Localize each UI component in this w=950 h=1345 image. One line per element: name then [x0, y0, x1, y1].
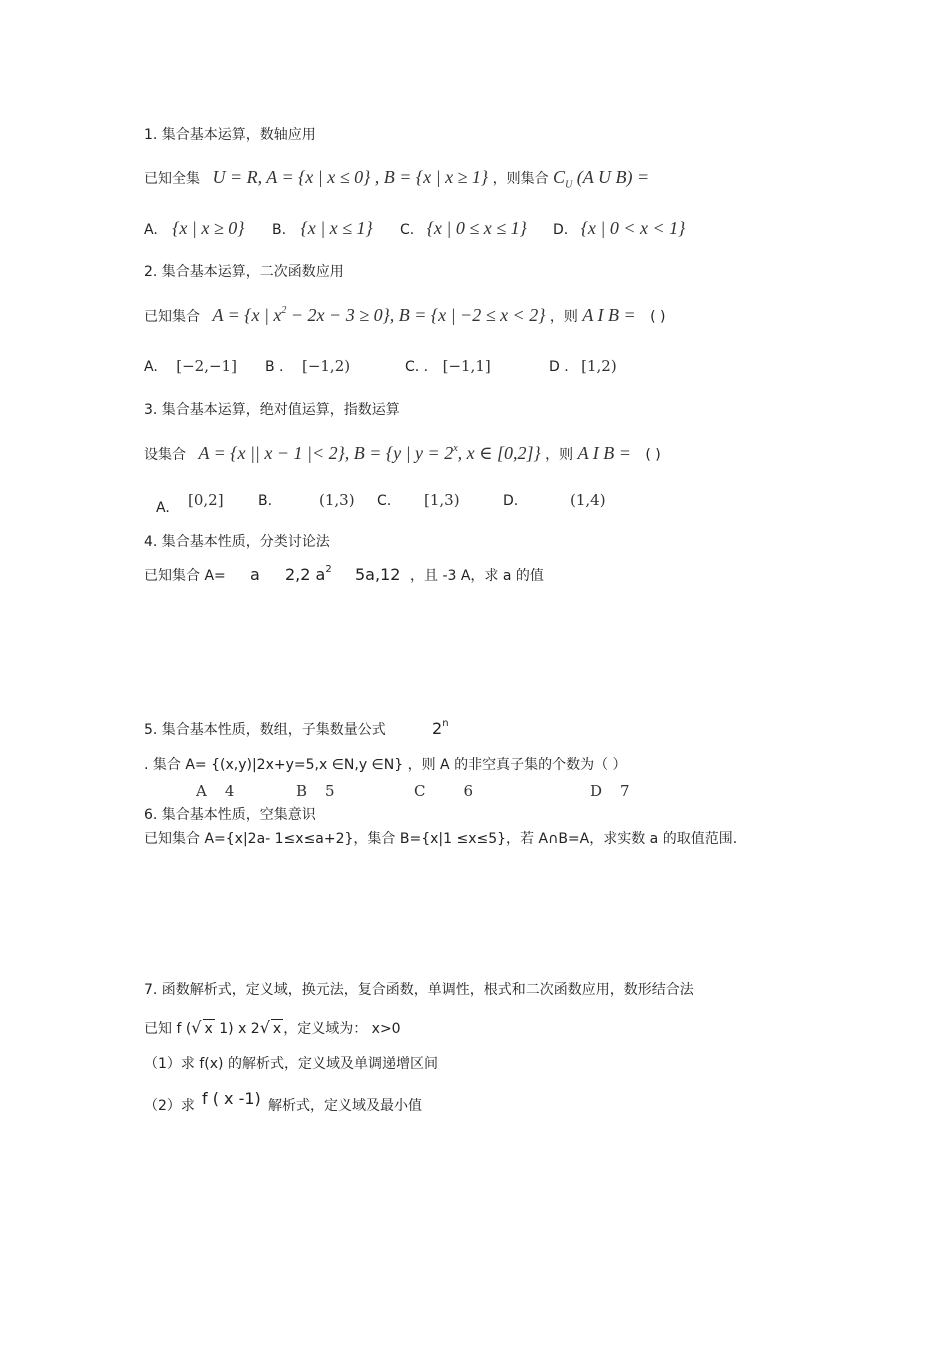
q1-option-d [553, 219, 685, 239]
q2-option-b [265, 357, 350, 376]
q3-option-b-math: (1,3) [319, 491, 355, 509]
option-letter: C [414, 782, 426, 800]
option-letter: D [590, 782, 603, 800]
q6-title: 6. 集合基本性质，空集意识 [144, 807, 316, 823]
q7-stem-lead: 已知 f ( [144, 1021, 192, 1037]
option-letter: B [296, 782, 308, 800]
q1-target-sub: U [565, 179, 573, 191]
q1-option-a [144, 219, 244, 239]
sqrt-icon: √ [259, 1018, 270, 1037]
q3-option-a-letter: A. [156, 500, 170, 516]
q4-stem-sup: 2 [325, 564, 332, 575]
q1-stem-lead: 已知全集 [144, 171, 200, 187]
q2-stem-mid: ，则 [549, 309, 578, 325]
q1-target [553, 167, 650, 191]
option-letter: B . [265, 359, 284, 375]
q4-stem-b [285, 566, 332, 587]
q7-sqrt-arg-1: x [204, 1021, 213, 1037]
option-math: {x | x ≤ 1} [300, 218, 373, 238]
option-letter: A. [144, 222, 158, 238]
q7-title: 7. 函数解析式，定义域，换元法，复合函数，单调性，根式和二次函数应用，数形结合法 [144, 982, 694, 998]
q5-formula-sup: n [442, 718, 449, 729]
q5-option-b [296, 782, 335, 800]
q3-stem-math [198, 443, 540, 463]
option-math: [−1,1] [442, 357, 491, 375]
option-letter: C. . [405, 359, 429, 375]
q5-title: 5. 集合基本性质，数组，子集数量公式 [144, 722, 386, 738]
q3-target: A I B = [577, 443, 631, 463]
option-value: 4 [224, 782, 235, 800]
option-letter: D . [549, 359, 569, 375]
q7-part-2-expr: f ( x -1) [202, 1089, 261, 1108]
q4-stem-b-text: 2,2 a [285, 565, 326, 584]
q3-option-d-math: (1,4) [570, 491, 606, 509]
sqrt-icon: √ [191, 1018, 202, 1037]
q1-stem [144, 168, 649, 195]
q3-stem [144, 444, 661, 466]
option-letter: A. [144, 359, 158, 375]
q5-formula [432, 720, 449, 741]
q7-part-2-rest: 解析式，定义域及最小值 [268, 1098, 422, 1114]
q2-option-a [144, 357, 237, 376]
q3-option-d-letter: D. [503, 493, 519, 509]
option-letter: C. [400, 222, 415, 238]
q2-stem-lead: 已知集合 [144, 309, 200, 325]
q4-stem-lead: 已知集合 A= [144, 568, 226, 584]
q2-stem-math-a: A = {x | x [212, 305, 282, 325]
q3-option-c-letter: C. [377, 493, 392, 509]
q2-title: 2. 集合基本运算，二次函数应用 [144, 264, 344, 280]
q4-stem-rest: ，且 -3 A，求 a 的值 [410, 568, 544, 584]
option-letter: A [196, 782, 207, 800]
q1-stem-math: U = R, A = {x | x ≤ 0} , B = {x | x ≥ 1} [212, 167, 489, 187]
q5-stem: . 集合 A= {(x,y)|2x+y=5,x ∈N,y ∈N} ，则 A 的非空真子集的个数为（ ） [144, 757, 627, 773]
q2-stem [144, 306, 665, 328]
q2-target: A I B = [582, 305, 636, 325]
q1-option-c [400, 219, 527, 239]
q3-stem-lead: 设集合 [144, 447, 186, 463]
q5-option-c [414, 782, 473, 800]
q7-part-2-lead: （2）求 [144, 1098, 195, 1114]
q7-part-1: （1）求 f(x) 的解析式，定义域及单调递增区间 [144, 1056, 438, 1072]
q1-target-c: C [553, 167, 566, 187]
q1-stem-mid: ，则集合 [492, 171, 549, 187]
option-math: {x | 0 ≤ x ≤ 1} [426, 218, 527, 238]
option-math: {x | x ≥ 0} [172, 218, 245, 238]
q4-stem-a: a [250, 565, 260, 584]
q6-stem: 已知集合 A={x|2a- 1≤x≤a+2}，集合 B={x|1 ≤x≤5}，若 A∩B=A，求实数 a 的取值范围. [144, 831, 738, 847]
option-value: 6 [463, 782, 474, 800]
q1-title: 1. 集合基本运算，数轴应用 [144, 127, 316, 143]
option-letter: B. [272, 222, 287, 238]
q3-stem-math-a: A = {x || x − 1 |< 2}, B = {y | y = 2 [198, 443, 454, 463]
q7-stem-mid: 1) x 2 [214, 1021, 260, 1037]
option-math: [−1,2) [301, 357, 351, 375]
q4-title: 4. 集合基本性质，分类讨论法 [144, 534, 330, 550]
q2-stem-math [212, 305, 545, 325]
option-math: {x | 0 < x < 1} [580, 218, 686, 238]
q2-stem-sup: 2 [281, 305, 287, 316]
q3-stem-sup: x [453, 443, 458, 454]
option-value: 5 [325, 782, 335, 800]
q3-option-c-math: [1,3) [424, 491, 460, 509]
q4-stem-c: 5a,12 [355, 565, 401, 584]
q2-option-c [405, 357, 491, 376]
q3-answer-paren: ( ) [645, 447, 661, 463]
q7-stem-rest: ，定义域为： x>0 [283, 1021, 401, 1037]
q5-formula-base: 2 [432, 719, 443, 738]
q7-stem [144, 1019, 401, 1038]
q5-option-a [196, 782, 234, 800]
q3-option-b-letter: B. [258, 493, 273, 509]
q1-option-b [272, 219, 373, 239]
option-math: [1,2) [581, 357, 617, 375]
q2-stem-math-b: − 2x − 3 ≥ 0}, B = {x | −2 ≤ x < 2} [286, 305, 546, 325]
q7-sqrt-arg-2: x [272, 1021, 282, 1037]
option-value: 7 [620, 782, 630, 800]
q2-answer-paren: ( ) [650, 309, 666, 325]
q3-stem-math-b: , x ∈ [0,2]} [457, 443, 541, 463]
q3-option-a-math: [0,2] [188, 491, 224, 509]
q2-option-d [549, 357, 617, 376]
option-math: [−2,−1] [176, 357, 237, 375]
option-letter: D. [553, 222, 569, 238]
q3-stem-mid: ，则 [545, 447, 574, 463]
q1-target-rest: (A U B) = [576, 167, 650, 187]
q3-title: 3. 集合基本运算，绝对值运算，指数运算 [144, 402, 400, 418]
q5-option-d [590, 782, 630, 800]
